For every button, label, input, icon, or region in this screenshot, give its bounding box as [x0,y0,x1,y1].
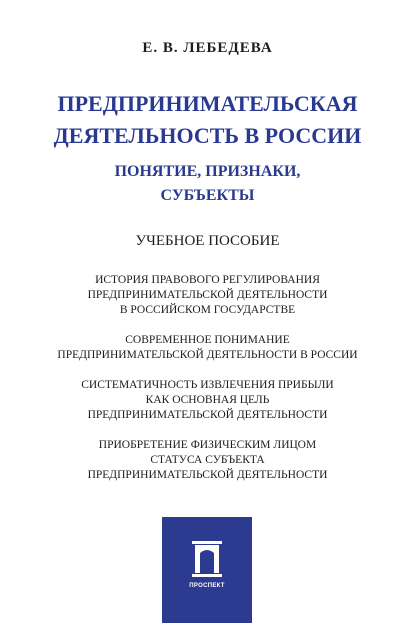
book-genre: УЧЕБНОЕ ПОСОБИЕ [135,233,280,249]
topic-line: ИСТОРИЯ ПРАВОВОГО РЕГУЛИРОВАНИЯ [95,274,320,286]
topic-item-status [0,438,415,483]
publisher-logo-icon [162,517,252,581]
title-line-2: ДЕЯТЕЛЬНОСТЬ В РОССИИ [53,123,362,148]
topic-line: ПРИОБРЕТЕНИЕ ФИЗИЧЕСКИМ ЛИЦОМ [98,439,317,451]
author-name: Е. В. ЛЕБЕДЕВА [142,40,273,56]
publisher-name: ПРОСПЕКТ [189,583,225,589]
topic-item-history [0,273,415,318]
title-line-1: ПРЕДПРИНИМАТЕЛЬСКАЯ [57,91,358,116]
topic-line: СОВРЕМЕННОЕ ПОНИМАНИЕ [125,334,290,346]
topic-line: СИСТЕМАТИЧНОСТЬ ИЗВЛЕЧЕНИЯ ПРИБЫЛИ [81,379,334,391]
subtitle-line-2: СУБЪЕКТЫ [160,187,255,204]
topic-line: СТАТУСА СУБЪЕКТА [150,454,265,466]
topic-item-modern-understanding [0,333,415,363]
publisher-logo [162,517,252,623]
topic-item-profit [0,378,415,423]
book-subtitle [0,160,415,208]
topic-line: ПРЕДПРИНИМАТЕЛЬСКОЙ ДЕЯТЕЛЬНОСТИ [87,289,328,301]
topic-line: В РОССИЙСКОМ ГОСУДАРСТВЕ [119,304,296,316]
topic-line: ПРЕДПРИНИМАТЕЛЬСКОЙ ДЕЯТЕЛЬНОСТИ В РОССИИ [57,349,358,361]
topic-line: ПРЕДПРИНИМАТЕЛЬСКОЙ ДЕЯТЕЛЬНОСТИ [87,409,328,421]
topic-list [0,273,415,498]
book-title [0,88,415,152]
topic-line: КАК ОСНОВНАЯ ЦЕЛЬ [145,394,270,406]
subtitle-line-1: ПОНЯТИЕ, ПРИЗНАКИ, [114,163,301,180]
topic-line: ПРЕДПРИНИМАТЕЛЬСКОЙ ДЕЯТЕЛЬНОСТИ [87,469,328,481]
